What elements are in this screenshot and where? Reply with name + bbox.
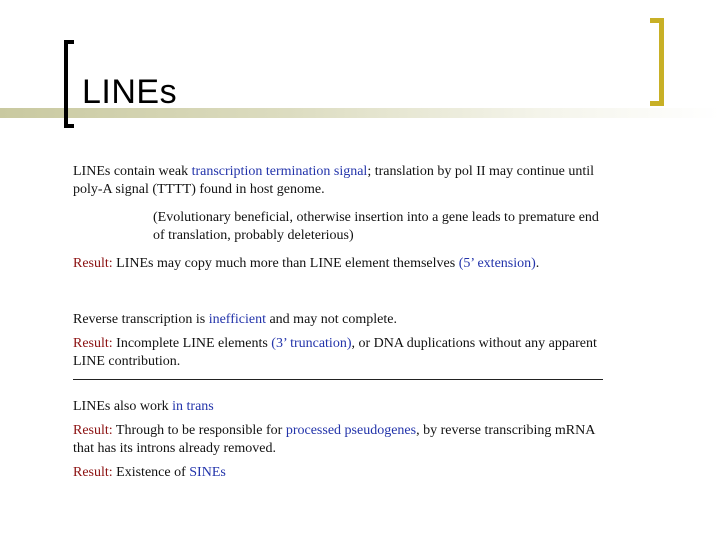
- result-label: Result:: [73, 336, 113, 351]
- result-label: Result:: [73, 423, 113, 438]
- five-prime-extension-term: (5’ extension): [458, 256, 536, 271]
- slide-title: LINEs: [82, 73, 178, 111]
- block2-statement: [73, 311, 613, 329]
- result-label: Result:: [73, 465, 113, 480]
- left-bracket-decoration: [64, 40, 74, 128]
- block2-result: [73, 335, 613, 371]
- block2-text-b: and may not complete.: [265, 312, 397, 327]
- block3-result2-text-a: Existence of: [112, 465, 190, 480]
- block3-result1-text-b: , by reverse transcribing mRNA that has its introns already removed.: [73, 423, 595, 456]
- block3-result-1: [73, 422, 613, 458]
- slide-content: [73, 163, 613, 482]
- sines-term: SINEs: [189, 465, 226, 480]
- block3-result-2: [73, 464, 613, 482]
- three-prime-truncation-term: (3’ truncation): [271, 336, 352, 351]
- evolutionary-note: (Evolutionary beneficial, otherwise insertion into a gene leads to premature end of translation, probably deleterious): [153, 210, 599, 243]
- termination-signal-term: transcription termination signal: [191, 164, 368, 179]
- right-bracket-decoration: [650, 18, 664, 106]
- block2-text-a: Reverse transcription is: [73, 312, 209, 327]
- block3-result1-text-a: Through to be responsible for: [112, 423, 286, 438]
- result-label: Result:: [73, 256, 113, 271]
- block2-result-text-b: , or DNA duplications without any apparent LINE contribution.: [73, 336, 597, 369]
- processed-pseudogenes-term: processed pseudogenes: [285, 423, 417, 438]
- section-divider: [73, 379, 603, 380]
- block1-result-text-a: LINEs may copy much more than LINE element themselves: [112, 256, 459, 271]
- block1-text-a: LINEs contain weak: [73, 164, 192, 179]
- block3-statement: [73, 398, 613, 416]
- block3-text-a: LINEs also work: [73, 399, 173, 414]
- block1-statement: [73, 163, 613, 199]
- block1-result-text-b: .: [535, 256, 540, 271]
- block1-result: [73, 255, 613, 273]
- block1-text-b: ; translation by pol II may continue until poly-A signal (TTTT) found in host genome.: [73, 164, 595, 197]
- inefficient-term: inefficient: [208, 312, 266, 327]
- in-trans-term: in trans: [172, 399, 214, 414]
- block2-result-text-a: Incomplete LINE elements: [112, 336, 272, 351]
